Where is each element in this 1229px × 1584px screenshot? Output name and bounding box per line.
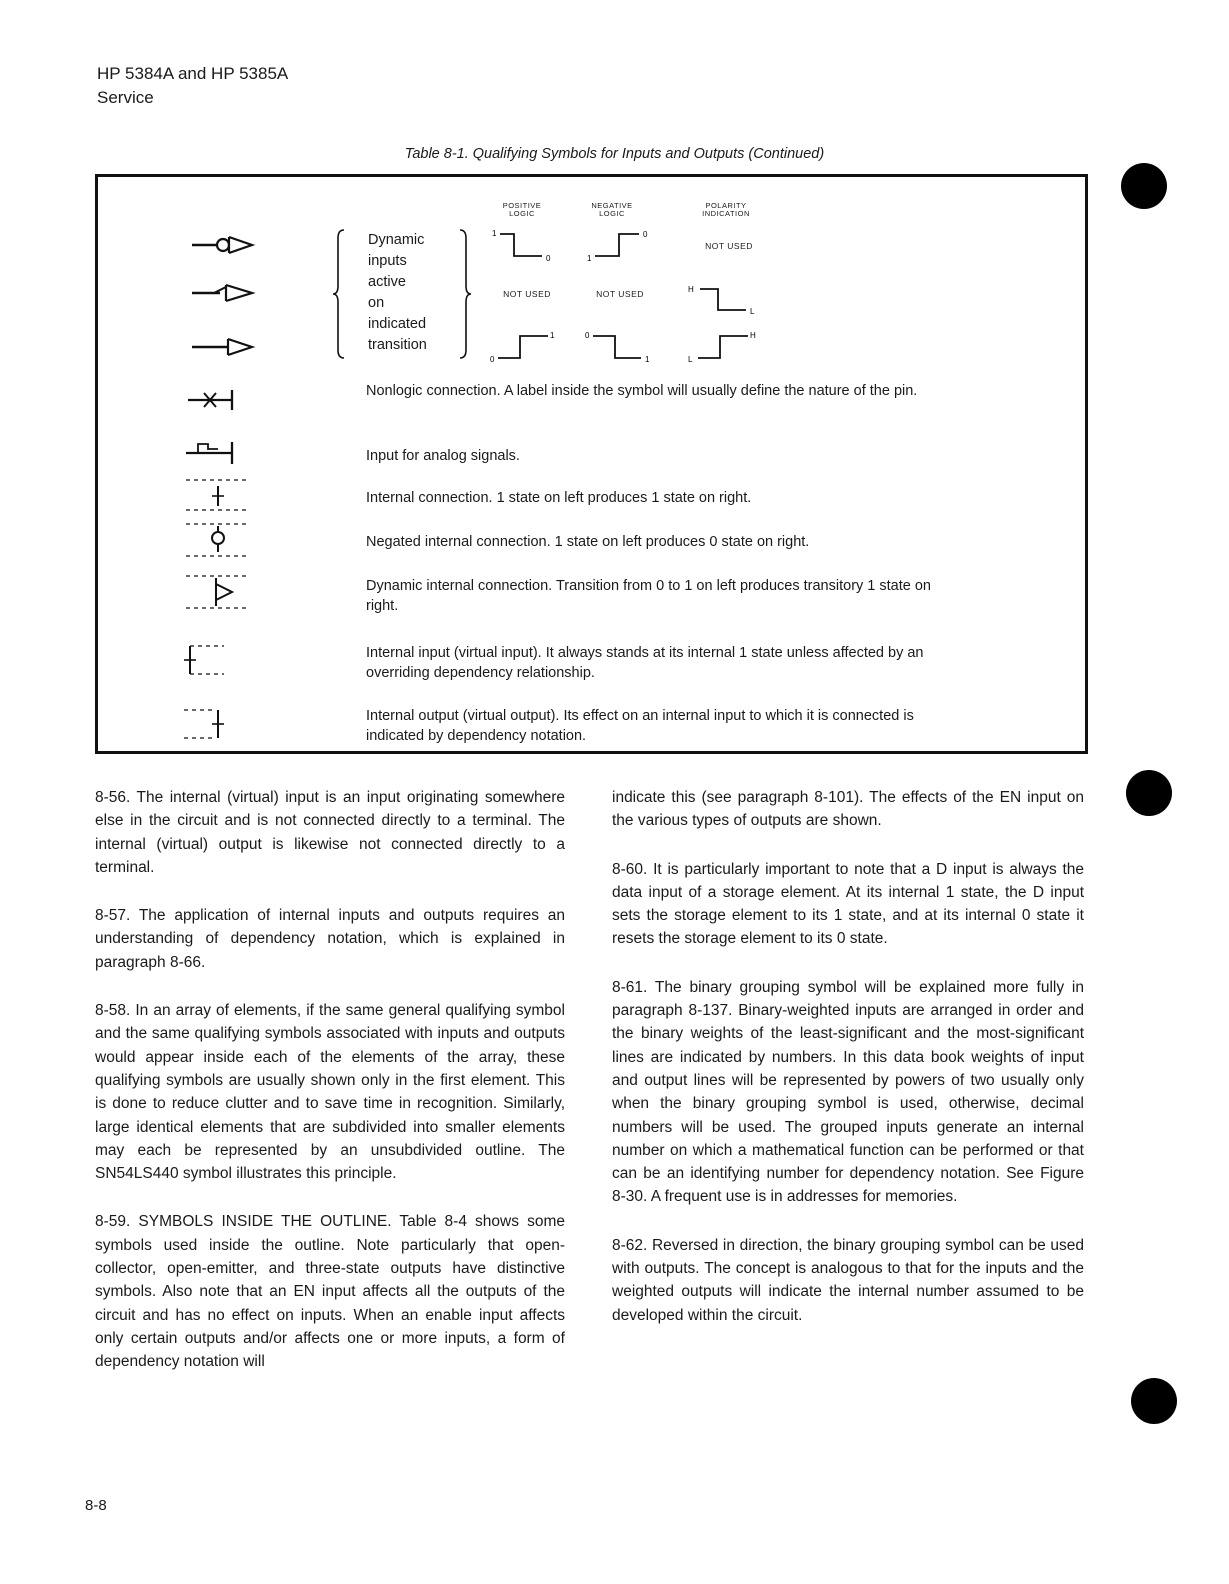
document-header xyxy=(97,62,288,110)
dynamic-inputs-label: Dynamic inputs active on indicated transition xyxy=(368,232,427,353)
binder-hole-bottom xyxy=(1131,1378,1177,1424)
svg-text:0: 0 xyxy=(585,331,590,340)
header-positive-logic: POSITIVE LOGIC xyxy=(502,201,542,218)
svg-text:L: L xyxy=(688,355,693,364)
row-description-internal-connection: Internal connection. 1 state on left produces 1 state on right. xyxy=(366,490,752,506)
waveform-polarity-falling xyxy=(688,282,768,323)
waveform-polarity-rising xyxy=(688,330,768,371)
dynamic-input-negated-symbol xyxy=(190,232,260,258)
svg-text:1: 1 xyxy=(645,355,650,364)
waveform-negative-falling xyxy=(585,330,665,371)
internal-output-symbol xyxy=(180,704,240,744)
nonlogic-connection-symbol xyxy=(186,387,246,413)
waveform-positive-falling xyxy=(492,228,562,269)
binder-hole-top xyxy=(1121,163,1167,209)
header-polarity-indication: POLARITY INDICATION xyxy=(702,201,750,218)
row-description-negated-internal: Negated internal connection. 1 state on left produces 0 state on right. xyxy=(366,534,810,550)
page-number: 8-8 xyxy=(85,1497,107,1514)
not-used-label: NOT USED xyxy=(503,289,551,299)
table-caption: Table 8-1. Qualifying Symbols for Inputs and Outputs (Continued) xyxy=(404,146,825,162)
svg-text:0: 0 xyxy=(643,230,648,239)
svg-text:0: 0 xyxy=(546,254,551,263)
svg-text:0: 0 xyxy=(490,355,495,364)
row-description-analog: Input for analog signals. xyxy=(366,448,520,464)
right-text-column xyxy=(612,786,1084,1352)
dynamic-internal-connection-symbol xyxy=(184,572,254,612)
row-description-internal-output: Internal output (virtual output). Its effect on an internal input to which it is connected is indicated by dependency notation. xyxy=(366,708,914,744)
svg-text:1: 1 xyxy=(550,331,555,340)
svg-text:1: 1 xyxy=(587,254,592,263)
analog-input-symbol xyxy=(184,436,244,466)
internal-connection-symbol xyxy=(184,476,254,514)
paragraph-8-59: 8-59. SYMBOLS INSIDE THE OUTLINE. Table 8-4 shows some symbols used inside the outline. Note particularly that open-collector, open-emitter, and three-state outputs have distinctive symbols. Also note that an EN input affects all the outputs of the circuit and has no effect on inputs. When an enable input affects only certain outputs and/or affects one or more inputs, a form of dependency notation will xyxy=(95,1213,565,1371)
paragraph-8-56: 8-56. The internal (virtual) input is an input originating somewhere else in the circuit and is not connected directly to a terminal. The internal (virtual) output is likewise not connected directly to a terminal. xyxy=(95,789,565,876)
left-text-column xyxy=(95,786,565,1399)
row-description-nonlogic: Nonlogic connection. A label inside the symbol will usually define the nature of the pin. xyxy=(366,383,918,399)
header-negative-logic: NEGATIVE LOGIC xyxy=(591,201,633,218)
manual-title: HP 5384A and HP 5385A xyxy=(97,64,289,83)
right-brace xyxy=(458,228,472,365)
svg-text:1: 1 xyxy=(492,229,497,238)
paragraph-continued: indicate this (see paragraph 8-101). The effects of the EN input on the various types of outputs are shown. xyxy=(612,789,1084,830)
not-used-label: NOT USED xyxy=(705,241,753,251)
binder-hole-middle xyxy=(1126,770,1172,816)
svg-text:H: H xyxy=(750,331,756,340)
internal-input-symbol xyxy=(180,640,240,680)
not-used-label: NOT USED xyxy=(596,289,644,299)
paragraph-8-57: 8-57. The application of internal inputs and outputs requires an understanding of dependency notation, which is explained in paragraph 8-66. xyxy=(95,907,565,971)
paragraph-8-58: 8-58. In an array of elements, if the same general qualifying symbol and the same qualifying symbols associated with inputs and outputs would appear inside each of the elements of the array, these qualifying symbols are usually shown only in the first element. This is done to reduce clutter and to save time in recognition. Similarly, large identical elements that are subdivided into smaller elements may each be represented by an unsubdivided outline. The SN54LS440 symbol illustrates this principle. xyxy=(95,1002,565,1183)
dynamic-input-symbol xyxy=(190,334,260,360)
waveform-positive-rising xyxy=(490,330,570,371)
svg-text:L: L xyxy=(750,307,755,316)
paragraph-8-61: 8-61. The binary grouping symbol will be explained more fully in paragraph 8-137. Binary-weighted inputs are arranged in order and the binary weights of the least-significant and the most-significant lines are indicated by numbers. In this data book weights of input and output lines will be represented by powers of two usually only when the binary grouping symbol is used, otherwise, decimal numbers will be used. The grouped inputs generate an internal number on which a mathematical function can be performed or that can be an identifying number for dependency notation. See Figure 8-30. A frequent use is in addresses for memories. xyxy=(612,978,1084,1206)
negated-internal-connection-symbol xyxy=(184,520,254,560)
paragraph-8-60: 8-60. It is particularly important to note that a D input is always the data input of a storage element. At its internal 1 state, the D input sets the storage element to its 1 state, and at its internal 0 state it resets the storage element to its 0 state. xyxy=(612,860,1084,948)
svg-text:H: H xyxy=(688,285,694,294)
dynamic-input-polarity-symbol xyxy=(190,280,260,306)
manual-section: Service xyxy=(97,88,154,107)
paragraph-8-62: 8-62. Reversed in direction, the binary grouping symbol can be used with outputs. The concept is analogous to that for the inputs and the weighted outputs will indicate the internal number assumed to be developed within the circuit. xyxy=(612,1236,1084,1324)
row-description-dynamic-internal: Dynamic internal connection. Transition from 0 to 1 on left produces transitory 1 state on right. xyxy=(366,578,931,614)
waveform-negative-rising xyxy=(585,228,655,269)
left-brace xyxy=(332,228,346,365)
row-description-internal-input: Internal input (virtual input). It always stands at its internal 1 state unless affected by an overriding dependency relationship. xyxy=(366,645,924,681)
